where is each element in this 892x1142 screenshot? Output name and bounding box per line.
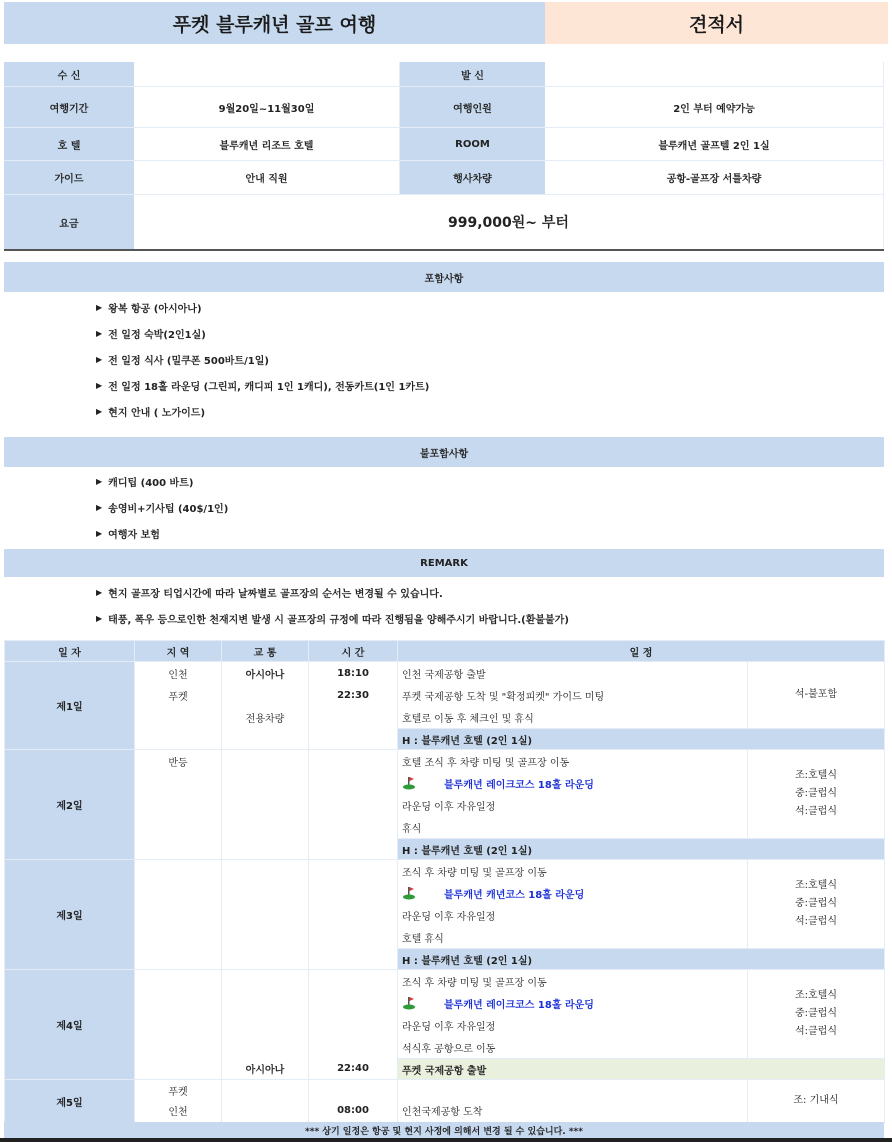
col-time: 시 간 — [309, 641, 398, 662]
region: 푸켓 — [168, 691, 188, 703]
schedule-line: 휴식 — [402, 823, 422, 835]
room-label: ROOM — [400, 128, 545, 160]
included-item: ▶ 전 일정 식사 (밀쿠폰 500바트/1일) — [96, 346, 429, 372]
included-item: ▶ 왕복 항공 (아시아나) — [96, 294, 429, 320]
hotel-line: H : 블루캐년 호텔 (2인 1실) — [398, 949, 885, 970]
region: 반등 — [168, 757, 188, 769]
schedule-line: 라운딩 이후 자유일정 — [402, 911, 496, 923]
depart-line: 푸켓 국제공항 출발 — [398, 1059, 885, 1080]
region: 인천 — [168, 1106, 188, 1118]
day-label: 제3일 — [5, 860, 135, 970]
people-label: 여행인원 — [400, 87, 545, 127]
schedule-line: 조식 후 차량 미팅 및 골프장 이동 — [402, 977, 547, 989]
day-label: 제1일 — [5, 662, 135, 750]
recipient-value — [134, 62, 400, 86]
meals: 조:호텔식 중:클럽식 석:클럽식 — [748, 750, 885, 839]
schedule-line: 호텔로 이동 후 체크인 및 휴식 — [402, 713, 534, 725]
included-header: 포함사항 — [4, 262, 884, 292]
day-label: 제2일 — [5, 750, 135, 860]
info-row-recipient — [4, 62, 884, 87]
info-row-period — [4, 87, 884, 128]
guide-value: 안내 직원 — [134, 161, 400, 194]
meals: 조: 기내식 — [748, 1080, 885, 1123]
transport: 아시아나 — [245, 669, 285, 681]
region: 푸켓 — [168, 1086, 188, 1098]
hotel-value: 블루캐년 리조트 호텔 — [134, 128, 400, 160]
price-value: 999,000원~ 부터 — [134, 195, 884, 249]
golf-flag-icon — [402, 996, 416, 1010]
itinerary-row-day1 — [5, 662, 885, 729]
guide-label: 가이드 — [4, 161, 134, 194]
meals: 조:호텔식 중:클럽식 석:클럽식 — [748, 970, 885, 1059]
schedule-line: 석식후 공항으로 이동 — [402, 1043, 496, 1055]
recipient-label: 수 신 — [4, 62, 134, 86]
schedule-line: 호텔 조식 후 차량 미팅 및 골프장 이동 — [402, 757, 570, 769]
meals: 조:호텔식 중:클럽식 석:클럽식 — [748, 860, 885, 949]
day-label: 제4일 — [5, 970, 135, 1080]
schedule-line: 푸켓 국제공항 도착 및 "확정피켓" 가이드 미팅 — [402, 691, 605, 703]
col-region: 지 역 — [135, 641, 222, 662]
transport: 아시아나 — [245, 1064, 285, 1076]
schedule-line: 인천 국제공항 출발 — [402, 669, 486, 681]
info-row-guide — [4, 161, 884, 195]
meals: 석-불포함 — [748, 662, 885, 729]
info-row-price — [4, 195, 884, 249]
remark-list — [96, 579, 569, 631]
golf-line: 블루캐년 캐년코스 18홀 라운딩 — [398, 882, 747, 904]
hotel-line: H : 블루캐년 호텔 (2인 1실) — [398, 839, 885, 860]
info-table — [4, 62, 884, 251]
excluded-item: ▶ 캐디팁 (400 바트) — [96, 468, 228, 494]
col-schedule: 일 정 — [398, 641, 885, 662]
time: 22:30 — [337, 689, 369, 701]
excluded-list — [96, 468, 228, 546]
period-label: 여행기간 — [4, 87, 134, 127]
itinerary-header-row — [5, 641, 885, 662]
hotel-label: 호 텔 — [4, 128, 134, 160]
itinerary-table — [4, 640, 885, 1123]
hotel-line: H : 블루캐년 호텔 (2인 1실) — [398, 729, 885, 750]
excluded-item: ▶ 송영비+기사팁 (40$/1인) — [96, 494, 228, 520]
col-day: 일 자 — [5, 641, 135, 662]
schedule-line: 조식 후 차량 미팅 및 골프장 이동 — [402, 867, 547, 879]
vehicle-label: 행사차량 — [400, 161, 545, 194]
golf-flag-icon — [402, 886, 416, 900]
remark-item: ▶ 현지 골프장 티업시간에 따라 날짜별로 골프장의 순서는 변경될 수 있습니다. — [96, 579, 569, 605]
remark-header: REMARK — [4, 549, 884, 577]
included-item: ▶ 전 일정 18홀 라운딩 (그린피, 캐디피 1인 1캐디), 전동카트(1인 1카트) — [96, 372, 429, 398]
schedule-line: 호텔 휴식 — [402, 933, 444, 945]
included-item: ▶ 전 일정 숙박(2인1실) — [96, 320, 429, 346]
sender-value — [545, 62, 884, 86]
time: 18:10 — [337, 667, 369, 679]
schedule-line: 인천국제공항 도착 — [402, 1106, 483, 1118]
bottom-border — [0, 1138, 892, 1142]
included-list — [96, 294, 429, 424]
time: 08:00 — [337, 1104, 369, 1116]
people-value: 2인 부터 예약가능 — [545, 87, 884, 127]
itinerary-row-day4 — [5, 970, 885, 1059]
sender-label: 발 신 — [400, 62, 545, 86]
time: 22:40 — [337, 1062, 369, 1074]
schedule-line: 라운딩 이후 자유일정 — [402, 1021, 496, 1033]
itinerary-row-day2 — [5, 750, 885, 839]
period-value: 9월20일~11월30일 — [134, 87, 400, 127]
remark-item: ▶ 태풍, 폭우 등으로인한 천재지변 발생 시 골프장의 규정에 따라 진행됨을 양해주시기 바랍니다.(환불불가) — [96, 605, 569, 631]
golf-line: 블루캐년 레이크코스 18홀 라운딩 — [398, 772, 747, 794]
day-label: 제5일 — [5, 1080, 135, 1123]
vehicle-value: 공항-골프장 서틀차량 — [545, 161, 884, 194]
schedule-line: 라운딩 이후 자유일정 — [402, 801, 496, 813]
excluded-item: ▶ 여행자 보험 — [96, 520, 228, 546]
itinerary-row-day5 — [5, 1080, 885, 1123]
itinerary-row-day3 — [5, 860, 885, 949]
room-value: 블루캐년 골프텔 2인 1실 — [545, 128, 884, 160]
info-row-hotel — [4, 128, 884, 161]
golf-line: 블루캐년 레이크코스 18홀 라운딩 — [398, 992, 747, 1014]
trip-title: 푸켓 블루캐년 골프 여행 — [4, 2, 545, 44]
included-item: ▶ 현지 안내 ( 노가이드) — [96, 398, 429, 424]
col-transport: 교 통 — [222, 641, 309, 662]
price-label: 요금 — [4, 195, 134, 249]
region: 인천 — [168, 669, 188, 681]
itinerary-footer-note: *** 상기 일정은 항공 및 현지 사정에 의해서 변경 될 수 있습니다. *** — [4, 1122, 884, 1138]
transport: 전용차량 — [245, 713, 285, 725]
excluded-header: 불포함사항 — [4, 437, 884, 467]
document-type-title: 견적서 — [545, 2, 888, 44]
golf-flag-icon — [402, 776, 416, 790]
